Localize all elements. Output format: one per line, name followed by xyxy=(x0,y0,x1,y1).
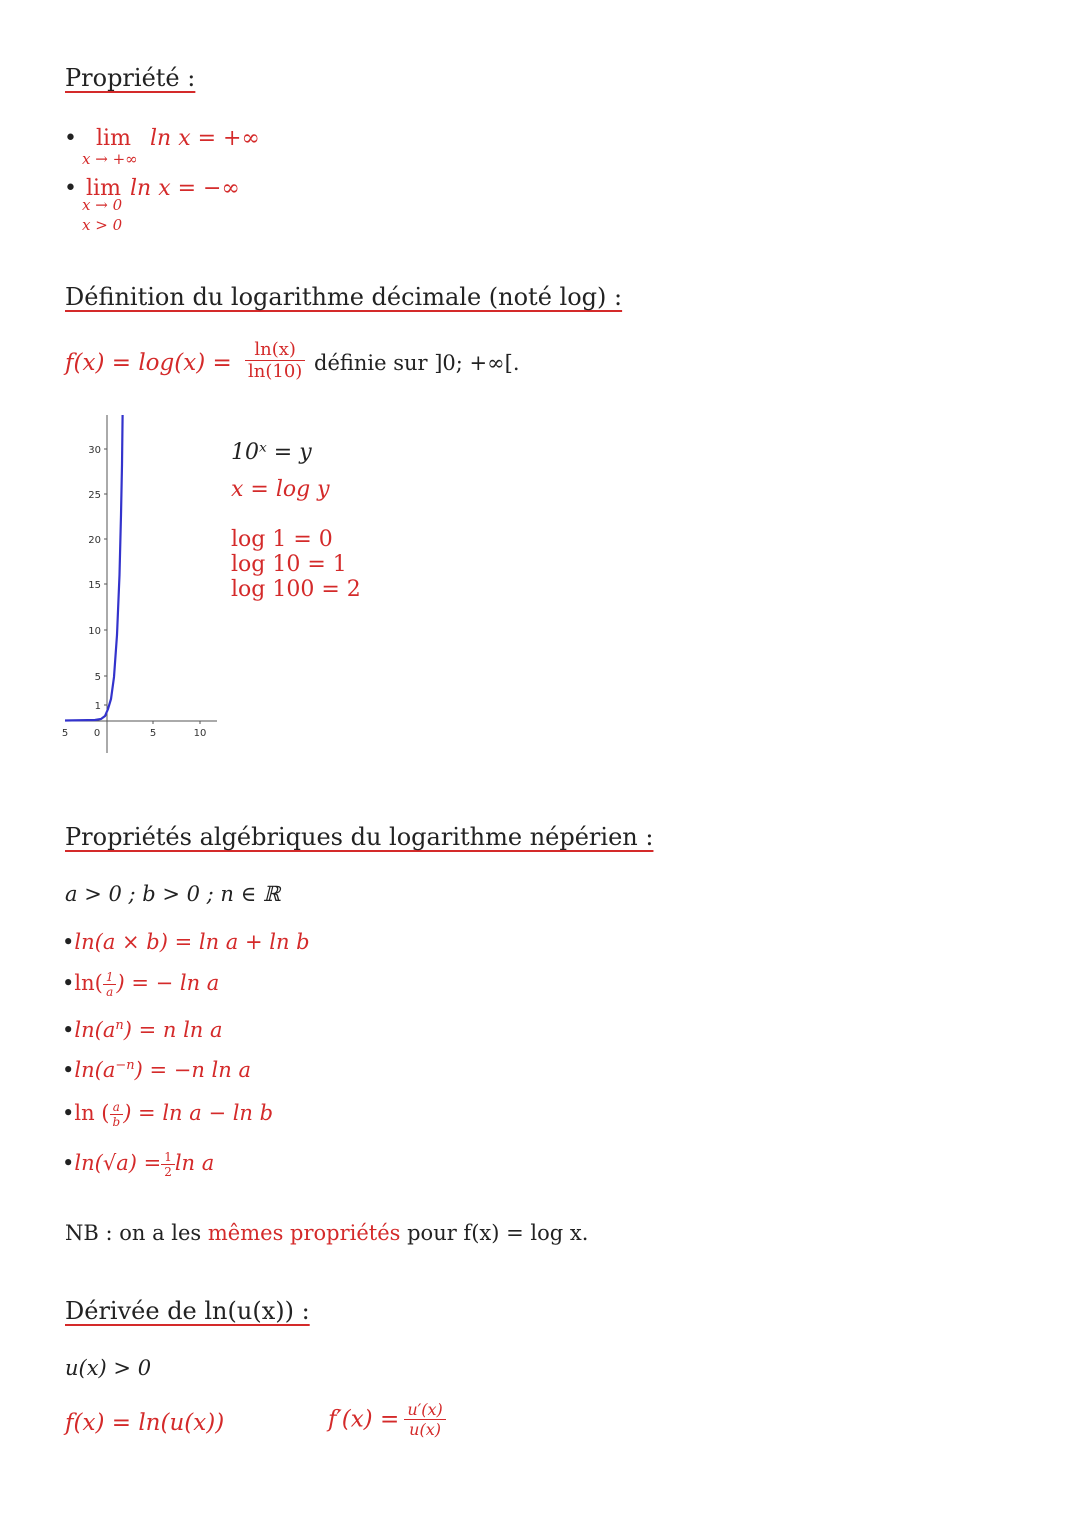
property-power xyxy=(62,1018,223,1042)
property-product xyxy=(62,930,310,954)
properties-condition: a > 0 ; b > 0 ; n ∈ ℝ xyxy=(65,882,281,906)
note-log1: log 1 = 0 xyxy=(231,527,333,552)
p3-pre: ln(a xyxy=(74,1018,116,1042)
x-tick-label: 10 xyxy=(193,728,207,739)
fraction-numerator: ln(x) xyxy=(245,339,305,361)
property-inverse xyxy=(62,970,219,999)
p4-exp: −n xyxy=(115,1058,135,1073)
y-tick-label: 1 xyxy=(94,701,101,712)
heading-propriete: Propriété : xyxy=(65,64,196,92)
derivative-lhs: f′(x) = xyxy=(328,1406,400,1433)
note-log10: log 10 = 1 xyxy=(231,552,347,577)
note-x-equals-logy: x = log y xyxy=(231,477,330,502)
limit2-expr: ln x = −∞ xyxy=(130,176,240,201)
p3-post: ) = n ln a xyxy=(123,1018,223,1042)
fraction-denominator: ln(10) xyxy=(248,361,303,382)
p6-post: ln a xyxy=(174,1151,215,1175)
p2-pre: ln( xyxy=(74,971,103,995)
heading-log-definition: Définition du logarithme décimale (noté log) : xyxy=(65,283,623,311)
x-tick-label: 5 xyxy=(149,728,157,739)
heading-derivative: Dérivée de ln(u(x)) : xyxy=(65,1297,310,1325)
limit2-lim: lim xyxy=(86,176,121,201)
p6-num: 1 xyxy=(161,1150,175,1165)
p2-den: a xyxy=(106,985,114,999)
p2-post: ) = − ln a xyxy=(116,971,220,995)
log-definition-fraction xyxy=(245,339,305,382)
heading-algebraic-properties: Propriétés algébriques du logarithme népérien : xyxy=(65,823,654,851)
note-10x-equals-y: 10ˣ = y xyxy=(231,440,312,465)
bullet: • xyxy=(64,176,77,201)
nb-line xyxy=(65,1221,588,1245)
p5-num: a xyxy=(110,1100,124,1115)
bullet: • xyxy=(62,971,75,995)
derivative-result xyxy=(328,1400,446,1439)
y-tick-label: 10 xyxy=(88,626,101,637)
y-tick-label: 5 xyxy=(94,672,101,683)
p5-den: b xyxy=(112,1115,121,1129)
p3-exp: n xyxy=(115,1018,124,1033)
log-definition-lhs: f(x) = log(x) = xyxy=(65,350,232,376)
limit2-sub1: x → 0 xyxy=(82,196,123,214)
p5-pre: ln ( xyxy=(74,1101,110,1125)
p5-post: ) = ln a − ln b xyxy=(123,1101,274,1125)
derivative-num: u′(x) xyxy=(404,1400,445,1420)
property-negative-power xyxy=(62,1058,251,1082)
derivative-condition: u(x) > 0 xyxy=(65,1356,152,1380)
property-quotient xyxy=(62,1100,273,1129)
nb-post: pour f(x) = log x. xyxy=(407,1221,589,1245)
x-tick-label: 5 xyxy=(61,728,69,739)
log-graph xyxy=(55,405,230,760)
bullet: • xyxy=(62,1151,75,1175)
y-tick-label: 15 xyxy=(88,580,101,591)
p4-post: ) = −n ln a xyxy=(134,1058,251,1082)
nb-highlight: mêmes propriétés xyxy=(207,1221,401,1245)
bullet: • xyxy=(62,1058,75,1082)
derivative-function: f(x) = ln(u(x)) xyxy=(65,1410,225,1436)
bullet: • xyxy=(62,930,75,954)
limit2-sub2: x > 0 xyxy=(82,216,123,234)
property-sqrt xyxy=(62,1150,214,1179)
note-log100: log 100 = 2 xyxy=(231,577,361,602)
y-tick-label: 20 xyxy=(88,535,101,546)
y-tick-label: 30 xyxy=(88,445,101,456)
derivative-den: u(x) xyxy=(409,1420,441,1439)
limit1-lim: lim xyxy=(96,126,131,151)
bullet: • xyxy=(62,1101,75,1125)
p2-num: 1 xyxy=(103,970,117,985)
p6-pre: ln(√a) = xyxy=(74,1151,162,1175)
x-tick-label: 0 xyxy=(93,728,101,739)
limit1-sub: x → +∞ xyxy=(82,150,138,168)
y-tick-label: 25 xyxy=(88,490,101,501)
bullet: • xyxy=(64,126,77,151)
bullet: • xyxy=(62,1018,75,1042)
p6-den: 2 xyxy=(164,1165,172,1179)
limit1-expr: ln x = +∞ xyxy=(150,126,260,151)
p4-pre: ln(a xyxy=(74,1058,116,1082)
log-domain-text: définie sur ]0; +∞[. xyxy=(314,351,520,375)
property-product-text: ln(a × b) = ln a + ln b xyxy=(74,930,310,954)
nb-pre: NB : on a les xyxy=(65,1221,202,1245)
